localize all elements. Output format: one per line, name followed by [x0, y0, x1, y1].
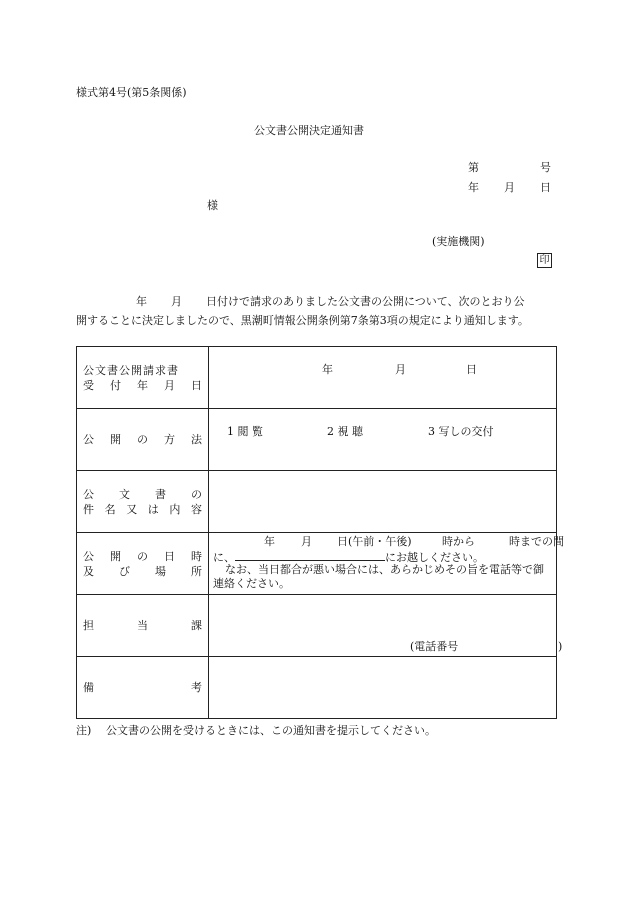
label-char: 年 [137, 378, 148, 392]
method-option-view[interactable]: 1 閲 覧 [227, 424, 263, 438]
label-char: 受 [83, 378, 94, 392]
label-char: 場 [155, 564, 166, 578]
label-line [83, 549, 202, 564]
number-prefix: 第 [468, 161, 479, 174]
label-method [77, 409, 209, 471]
value-subject[interactable] [209, 471, 557, 533]
label-char: の [191, 487, 202, 501]
label-char: 備 [83, 681, 94, 694]
table-row-subject [77, 471, 557, 533]
table-row-method [77, 409, 557, 471]
seal-stamp: 印 [537, 253, 552, 268]
dt-month: 月 [301, 535, 312, 548]
table-row-department [77, 595, 557, 657]
addressee-sama: 様 [207, 199, 218, 212]
label-char: 容 [190, 502, 202, 516]
label-char: 公 [83, 549, 94, 563]
value-request-date[interactable] [209, 347, 557, 409]
issuer-agency: (実施機関) [432, 235, 485, 248]
label-request-date [77, 347, 209, 409]
label-char: 開 [110, 549, 121, 563]
document-title: 公文書公開決定通知書 [254, 124, 364, 137]
label-char: 及 [83, 564, 94, 578]
phone-close: ) [558, 640, 563, 653]
label-char: 開 [110, 433, 121, 446]
body-date-year: 年 [136, 295, 147, 308]
label-line [83, 487, 202, 502]
body-line-1 [76, 292, 556, 311]
label-char: 又 [126, 502, 138, 516]
body-date-month: 月 [171, 295, 182, 308]
label-char: 時 [191, 549, 202, 563]
request-year: 年 [322, 362, 333, 376]
method-option-listen[interactable]: 2 視 聴 [327, 424, 363, 438]
label-char: 書 [155, 487, 166, 501]
label-char: 日 [164, 549, 175, 563]
label-remarks [77, 657, 209, 719]
table-row-datetime-place [77, 533, 557, 595]
label-char: 法 [191, 433, 202, 446]
body-line-1-text: 日付けで請求のありました公文書の公開について、次のとおり公 [206, 295, 525, 308]
label-char: は [147, 502, 159, 516]
label-department [77, 595, 209, 657]
label-line [83, 564, 202, 579]
label-char: 名 [104, 502, 116, 516]
label-char: の [137, 549, 148, 563]
phone-open: (電話番号 [410, 640, 459, 653]
label-char: び [119, 564, 130, 578]
label-char: 所 [191, 564, 202, 578]
label-text: 公文書公開請求書 [83, 363, 179, 377]
label-line [83, 378, 202, 393]
visit-suffix: にお越しください。 [385, 551, 484, 564]
label-char: 月 [164, 378, 175, 392]
place-blank[interactable] [235, 549, 385, 561]
request-day: 日 [466, 362, 477, 376]
note-line-1: なお、当日都合が悪い場合には、あらかじめその旨を電話等で御 [225, 563, 544, 576]
dt-year: 年 [264, 535, 275, 548]
issue-month: 月 [504, 181, 515, 194]
label-char: 日 [191, 378, 202, 392]
issue-year: 年 [468, 181, 479, 194]
table-row-remarks [77, 657, 557, 719]
label-char: 公 [83, 433, 94, 446]
table-row-request-date [77, 347, 557, 409]
label-char: 付 [110, 378, 121, 392]
value-department[interactable] [209, 595, 563, 657]
label-char: 担 [83, 619, 94, 632]
label-char: 方 [164, 433, 175, 446]
dt-day-ampm: 日(午前・午後) [337, 535, 412, 548]
footnote-mark: 注) [76, 724, 92, 737]
label-char: 公 [83, 487, 94, 501]
form-number: 様式第4号(第5条関係) [76, 86, 187, 99]
label-char: 文 [119, 487, 130, 501]
footnote-text: 公文書の公開を受けるときには、この通知書を提示してください。 [106, 724, 436, 737]
value-method [209, 409, 557, 471]
issue-day: 日 [540, 181, 551, 194]
label-line [83, 363, 202, 378]
label-line [83, 618, 202, 633]
label-line [83, 502, 202, 517]
note-line-2: 連絡ください。 [213, 577, 290, 590]
label-char: 考 [191, 681, 202, 694]
request-month: 月 [395, 362, 406, 376]
body-line-2: 開することに決定しましたので、黒潮町情報公開条例第7条第3項の規定により通知します。 [76, 314, 529, 327]
label-datetime-place [77, 533, 209, 595]
label-line [83, 680, 202, 695]
value-remarks[interactable] [209, 657, 557, 719]
label-char: の [137, 433, 148, 446]
number-suffix: 号 [540, 161, 551, 174]
method-option-copy[interactable]: 3 写しの交付 [428, 424, 494, 438]
visit-prefix: に、 [213, 551, 235, 564]
dt-until: 時までの間 [509, 535, 564, 548]
label-char: 件 [83, 502, 94, 516]
label-subject [77, 471, 209, 533]
label-char: 課 [191, 619, 202, 632]
notice-table [76, 346, 564, 719]
value-datetime-place[interactable] [209, 533, 564, 595]
label-line [83, 432, 202, 447]
label-char: 内 [169, 502, 181, 516]
dt-from: 時から [442, 535, 475, 548]
label-char: 当 [137, 619, 148, 632]
